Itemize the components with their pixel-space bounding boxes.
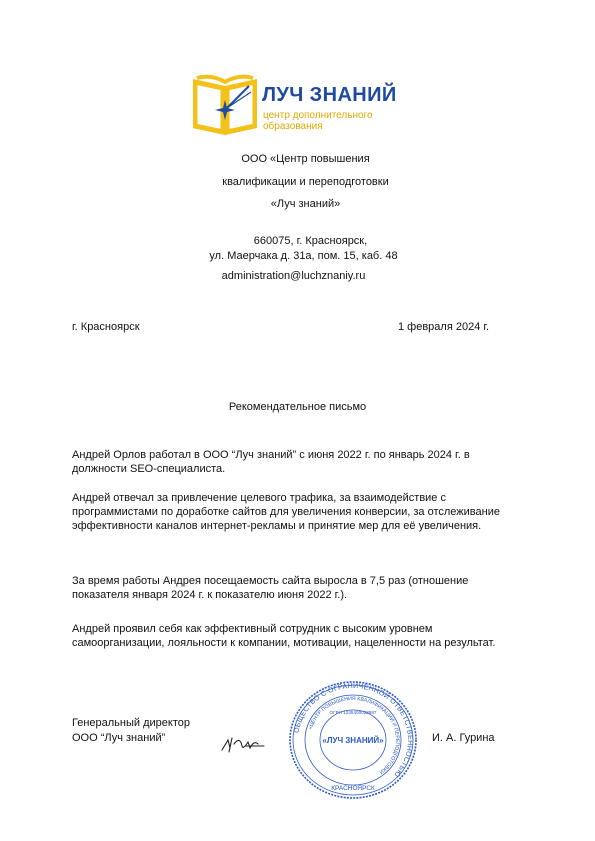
stamp-outer-text: ОБЩЕСТВО С ОГРАНИЧЕННОЙ ОТВЕТСТВЕННОСТЬЮ	[293, 682, 414, 779]
signer-role-line1: Генеральный директор	[72, 717, 190, 729]
body-paragraph-3: За время работы Андрея посещаемость сайта выросла в 7,5 раз (отношение показателя января 2024 г. к показателю июня 2022 г.).	[72, 575, 469, 601]
body-paragraph-4: Андрей проявил себя как эффективный сотрудник с высоким уровнем самоорганизации, лояльности к компании, мотивации, нацеленности на результат.	[72, 623, 496, 649]
signer-name: И. А. Гурина	[432, 732, 495, 744]
stamp-bottom-text: КРАСНОЯРСК	[331, 785, 375, 792]
letter-date: 1 февраля 2024 г.	[398, 321, 490, 333]
logo-subtitle-line1: центр дополнительного	[263, 110, 373, 121]
org-name-line3: «Луч знаний»	[270, 198, 341, 210]
email-address: administration@luchznaniy.ru	[221, 270, 366, 282]
stamp-center-text: «ЛУЧ ЗНАНИЙ»	[322, 736, 384, 745]
logo-subtitle-line2: образования	[263, 121, 323, 132]
open-book-with-star-icon	[193, 72, 257, 136]
logo-title: ЛУЧ ЗНАНИЙ	[262, 84, 397, 106]
letter-subject: Рекомендательное письмо	[228, 401, 367, 413]
org-name-line1: ООО «Центр повышения	[241, 153, 370, 165]
address-line1: 660075, г. Красноярск,	[253, 235, 368, 247]
company-stamp	[288, 680, 418, 800]
body-paragraph-2: Андрей отвечал за привлечение целевого трафика, за взаимодействие с программистами по доработке сайтов для увеличения конверсии, за отслеживание эффективности каналов интернет-рекламы и принятие мер для её увеличения.	[72, 492, 500, 532]
body-paragraph-1: Андрей Орлов работал в ООО “Луч знаний” с июня 2022 г. по январь 2024 г. в должности SEO-специалиста.	[72, 449, 470, 475]
signer-role-line2: ООО “Луч знаний”	[72, 732, 166, 744]
stamp-ogrn-text: ОГРН 1245400023987	[329, 710, 377, 715]
address-line2: ул. Маерчака д. 31а, пом. 15, каб. 48	[209, 250, 398, 262]
letter-city: г. Красноярск	[72, 321, 140, 333]
stamp-inner-text: «ЦЕНТР ПОВЫШЕНИЯ КВАЛИФИКАЦИИ И ПЕРЕПОДГОТОВКИ	[307, 695, 401, 775]
org-name-line2: квалификации и переподготовки	[222, 176, 389, 188]
handwritten-signature	[220, 734, 268, 754]
